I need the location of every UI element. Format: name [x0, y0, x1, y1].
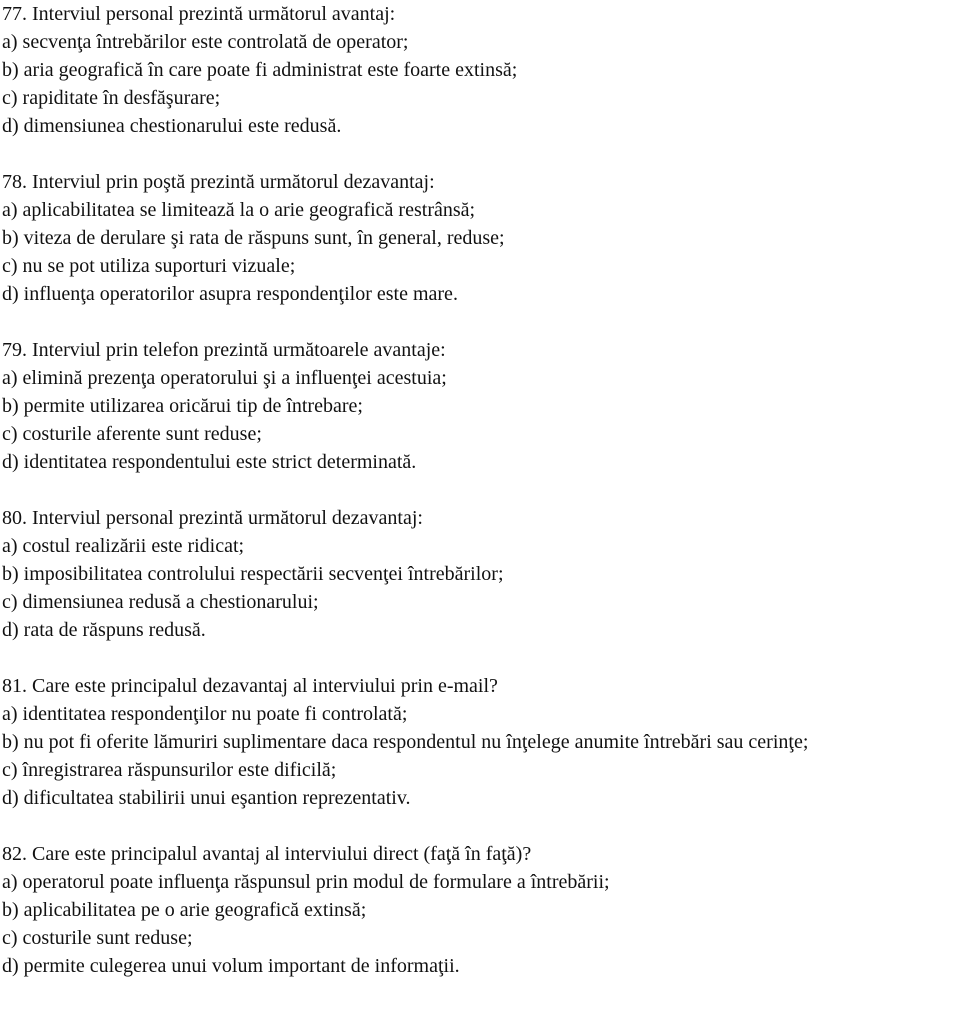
answer-option: b) permite utilizarea oricărui tip de întrebare;: [2, 395, 363, 417]
question-title: 78. Interviul prin poştă prezintă următorul dezavantaj:: [2, 171, 435, 193]
answer-option: c) costurile sunt reduse;: [2, 927, 193, 949]
question-78: [2, 168, 960, 308]
answer-option: d) influenţa operatorilor asupra respondenţilor este mare.: [2, 283, 458, 305]
answer-option: d) identitatea respondentului este strict determinată.: [2, 451, 417, 473]
question-81: [2, 672, 960, 812]
answer-option: b) viteza de derulare şi rata de răspuns sunt, în general, reduse;: [2, 227, 505, 249]
answer-option: c) costurile aferente sunt reduse;: [2, 423, 262, 445]
answer-option: b) aria geografică în care poate fi administrat este foarte extinsă;: [2, 59, 518, 81]
answer-option: d) dimensiunea chestionarului este redusă.: [2, 115, 342, 137]
answer-option: a) secvenţa întrebărilor este controlată de operator;: [2, 31, 409, 53]
answer-option: c) dimensiunea redusă a chestionarului;: [2, 591, 319, 613]
question-title: 82. Care este principalul avantaj al interviului direct (faţă în faţă)?: [2, 843, 532, 865]
question-80: [2, 504, 960, 644]
question-title: 80. Interviul personal prezintă următorul dezavantaj:: [2, 507, 423, 529]
question-title: 77. Interviul personal prezintă următorul avantaj:: [2, 3, 396, 25]
question-79: [2, 336, 960, 476]
answer-option: d) rata de răspuns redusă.: [2, 619, 206, 641]
answer-option: a) elimină prezenţa operatorului şi a influenţei acestuia;: [2, 367, 447, 389]
question-77: [2, 0, 960, 140]
answer-option: d) dificultatea stabilirii unui eşantion reprezentativ.: [2, 787, 411, 809]
question-title: 79. Interviul prin telefon prezintă următoarele avantaje:: [2, 339, 446, 361]
answer-option: a) operatorul poate influenţa răspunsul prin modul de formulare a întrebării;: [2, 871, 610, 893]
answer-option: b) nu pot fi oferite lămuriri suplimentare daca respondentul nu înţelege anumite întrebări sau cerinţe;: [2, 731, 809, 753]
answer-option: b) imposibilitatea controlului respectării secvenţei întrebărilor;: [2, 563, 504, 585]
answer-option: c) nu se pot utiliza suporturi vizuale;: [2, 255, 296, 277]
answer-option: c) înregistrarea răspunsurilor este dificilă;: [2, 759, 337, 781]
question-82: [2, 840, 960, 980]
answer-option: d) permite culegerea unui volum important de informaţii.: [2, 955, 460, 977]
answer-option: a) aplicabilitatea se limitează la o arie geografică restrânsă;: [2, 199, 476, 221]
answer-option: a) costul realizării este ridicat;: [2, 535, 245, 557]
answer-option: a) identitatea respondenţilor nu poate fi controlată;: [2, 703, 408, 725]
answer-option: c) rapiditate în desfăşurare;: [2, 87, 221, 109]
answer-option: b) aplicabilitatea pe o arie geografică extinsă;: [2, 899, 367, 921]
question-title: 81. Care este principalul dezavantaj al interviului prin e-mail?: [2, 675, 498, 697]
